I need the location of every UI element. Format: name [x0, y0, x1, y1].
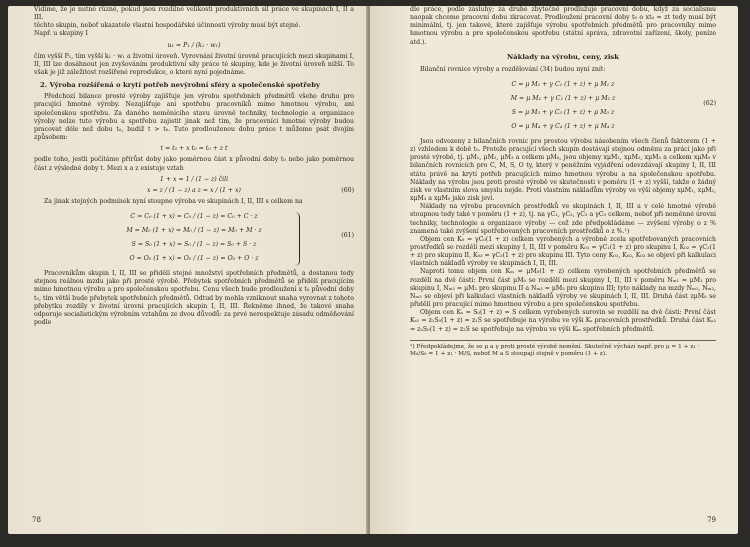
- balance-line-s: S = μ M₃ + γ C₃ (1 + z) + μ M₃ z: [511, 108, 615, 116]
- left-page-content: [34, 6, 354, 327]
- system-line-m: M = M₀ (1 + x) = M₀ / (1 − z) = M₀ + M · z: [126, 227, 262, 235]
- balance-line-m: M = μ M₂ + γ C₂ (1 + z) + μ M₂ z: [510, 94, 616, 102]
- right-paragraph-2: Jsou odvozeny z bilančních rovnic pro prostou výrobu násobením všech členů faktorem (1 + z) vzhledem k době t₀. Protože pracující všech skupin dostávají stejnou odměnu za práci jako při prosté výrobě, tj. μM₁, μM₂, μM₃ a celkem μM₀, jsou objemy xμM₁, xμM₂, xμM₃ a celkem xμM₀ v bilančních rovnicích pro C, M, S, O ty, který v peněžním vyjádření odevzdávají skupiny I, II, III státu právě na krytí potřeb pracujících mimo hmotnou výrobu a na společenskou spotřebu. Náklady na výrobu jsou proti prosté výrobě ve skutečnosti v poměru (1 + z) vyšší, takže o žádný zisk ve vlastním slova smyslu nejde. Proti vlastním nákladům výroby ve výši objemy xμM₁, xμM₂, xμM₃ a xμM₀ jako zisk jeví.: [410, 137, 716, 203]
- equation-relation-2: [34, 187, 354, 195]
- left-top-line-2: těchto skupin, neboť ukazatele vlastní hospodářské účinnosti výroby musí být stejné.: [34, 22, 301, 30]
- page-number-right: 79: [707, 516, 716, 524]
- left-paragraph-4: Za jinak stejných podmínek nyní stoupne výroba ve skupinách I, II, III s celkem na: [44, 197, 303, 205]
- footnote: ¹) Předpokládejme, že se μ a γ proti prosté výrobě nemění. Skutečně výchází např. pro μ = 1 + z₁ · M₀/S₀ = 1 + z₁ · M/S, neboť M a S stoupají stejně v poměru (1 + z).: [410, 340, 716, 360]
- right-paragraph-6: Objem cen Kₛ = S₀(1 + z) = S celkem vyrobených surovin se rozdělí na dvě části: První část Kₛ₁ = z₁S₀(1 + z) = z₁S se spotřebuje na výrobu ve výši Kₛ pracovních prostředků. Druhá část Kₛ₂ = z₂S₀(1 + z) = z₂S se spotřebuje na výrobu ve výši Kₘ spotřebních předmětů.: [410, 309, 716, 333]
- section-heading: 2. Výroba rozšířená o krytí potřeb nevýrobní sféry a společenské spotřeby: [40, 81, 320, 90]
- equation-system-61: [34, 210, 354, 266]
- right-section-heading: Náklady na výrobu, ceny, zisk: [507, 52, 619, 61]
- balance-line-o: O = μ M₄ + γ C₄ (1 + z) + μ M₄ z: [511, 122, 615, 130]
- left-paragraph-1: čím vyšší P₁, tím vyšší k₁ · w₁ a životní úroveň. Vyrovnání životní úrovně pracujících mezi skupinami I, II, III lze dosáhnout jen zvyšováním produktivní síly práce té skupiny, kde je životní úroveň nižší. To však je již záležitost rozšířené reprodukce, o které nyní pojednáme.: [34, 52, 354, 77]
- system-brace: [295, 212, 300, 266]
- equation-top: u₁ = P₁ / (k₁ · w₁): [167, 41, 221, 49]
- equation-system-62: [410, 78, 716, 134]
- right-paragraph-5: Naproti tomu objem cen Kₘ = μM₀(1 + z) celkem vyrobených spotřebních předmětů se rozdělí na dvě části: První část μM₀ se rozdělí mezi skupiny I, II, III v poměru Nₘ₁ = μM₁ pro skupinu I, Nₘ₂ = μM₂ pro skupinu II a Nₘ₃ = μM₃ pro skupinu III; tyto náklady na mzdy Nₘ₁, Nₘ₂, Nₘ₃ se objeví při kalkulaci vlastních nákladů výroby ve skupinách I, II, III. Druhá část zμM₀ se přidělí pro pracující mimo hmotnou výrobu a pro společenskou spotřebu.: [410, 268, 716, 309]
- left-paragraph-5: Pracovníkům skupin I, II, III se přidělí stejné množství spotřebních předmětů, a dostanou tedy stejnou reálnou mzdu jako při prosté výrobě. Přebytek spotřebních předmětů se přidělí pracujícím mimo hmotnou výrobu a pro společenskou spotřebu. Cenu všech bude prodloužení x t₀ původní doby t₀, tím větší bude přebytek spotřebních předmětů. Odtud by mohla vzniknout snaha vyrovnat z tohoto přebytku rozdíly v životní úrovni pracujících skupin I, II, III. Řekněme ihned, že takové snaha odporuje socialistickým výrobním vztahům ze dvou důvodů: za prvé nerespektuje zásadu odměňování podle: [34, 270, 354, 327]
- equation-number-61: (61): [341, 232, 354, 240]
- system-line-o: O = O₀ (1 + x) = O₀ / (1 − z) = O₀ + O · z: [129, 255, 259, 263]
- equation-t: t = t₀ + x t₀ = t₀ + z t: [160, 145, 228, 153]
- right-page: [370, 6, 738, 534]
- right-paragraph-1: Bilanční rovnice výroby a rozdělování (34) budou nyní znít:: [420, 65, 606, 73]
- system-line-c: C = C₀ (1 + x) = C₀ / (1 − z) = C₀ + C · z: [130, 213, 258, 221]
- right-paragraph-3: Náklady na výrobu pracovních prostředků ve skupinách I, II, III a v celé hmotné výrobě stoupnou tedy také v poměru (1 + z), tj. na γC₁, γC₂, γC₃ a γC₀ celkem, neboť při neměnné úrovni techniky, technologie a organizace výroby — což zde předpokládáme — zvýšení výroby o z % znamená také zvýšení spotřebovaných pracovních prostředků o z %.¹): [410, 203, 716, 235]
- equation-number-62: (62): [703, 99, 716, 107]
- right-top-paragraph: dle práce, podle zásluhy; za druhé zbytečně prodlužuje pracovní dobu, když za socialismu naopak chceme pracovní dobu zkracovat. Prodloužení pracovní doby t₀ o xt₀ = zt tedy musí být minimální, tj. jen takové, které zajišťuje výrobu spotřebních předmětů pro pracovníky mimo hmotnou výrobu a pro společenskou spotřebu (státní správa, zdravotní zařízení, školy, peníze atd.).: [410, 6, 716, 46]
- system-line-s: S = S₀ (1 + x) = S₀ / (1 − z) = S₀ + S · z: [131, 241, 257, 249]
- balance-line-c: C = μ M₁ + γ C₁ (1 + z) + μ M₁ z: [511, 80, 615, 88]
- equation-number-60: (60): [341, 186, 354, 194]
- right-paragraph-4: Objem cen K₀ = γC₀(1 + z) celkem vyrobených a výrobně zcela spotřebovaných pracovních prostředků se rozdělí mezi skupiny I, II, III v poměru K₀₁ = γC₁(1 + z) pro skupinu I, K₀₂ = γC₂(1 + z) pro skupinu II, K₀₃ = γC₃(1 + z) pro skupinu III. Tyto ceny K₀₁, K₀₂, K₀₃ se objeví při kalkulaci vlastních nákladů výroby ve skupinách I, II, III.: [410, 235, 716, 268]
- left-top-line-1: Vidíme, že je nutné různé, pokud jsou rozdílné velikosti produktivních sil práce ve skupinách I, II a III.: [34, 6, 354, 22]
- equation-relation-1: 1 + x = 1 / (1 − z) čili: [159, 175, 229, 183]
- right-page-content: [410, 6, 716, 359]
- left-paragraph-3: podle toho, jestli počítáme přírůst doby jako poměrnou část x původní doby t₀ nebo jako poměrnou část z výsledné doby t. Mezi x a z existuje vztah: [34, 156, 354, 172]
- page-number-left: 78: [32, 516, 41, 524]
- left-page: [8, 6, 368, 534]
- equation-relation-2-text: x = z / (1 − z) a z = x / (1 + x): [147, 186, 241, 194]
- left-top-line-3: Např. u skupiny I: [34, 30, 88, 38]
- left-paragraph-2: Předchozí bilance prosté výroby zajišťuje jen výrobu spotřebních předmětů všeho druhu pro pracující hmotné výroby. Nezajišťuje ani spotřebu pracovníků mimo hmotnou výrobu, ani společenskou spotřebu. Za daného neměnícího stavu úrovně techniky, technologie a organizace výroby nelze tuto výrobu a spotřebu zajistit jinak než tím, že pracovníci hmotné výroby budou pracovat déle než dobu t₀, budiž t > t₀. Tuto prodlouženou dobu práce t můžeme psát dvojím způsobem:: [34, 93, 354, 142]
